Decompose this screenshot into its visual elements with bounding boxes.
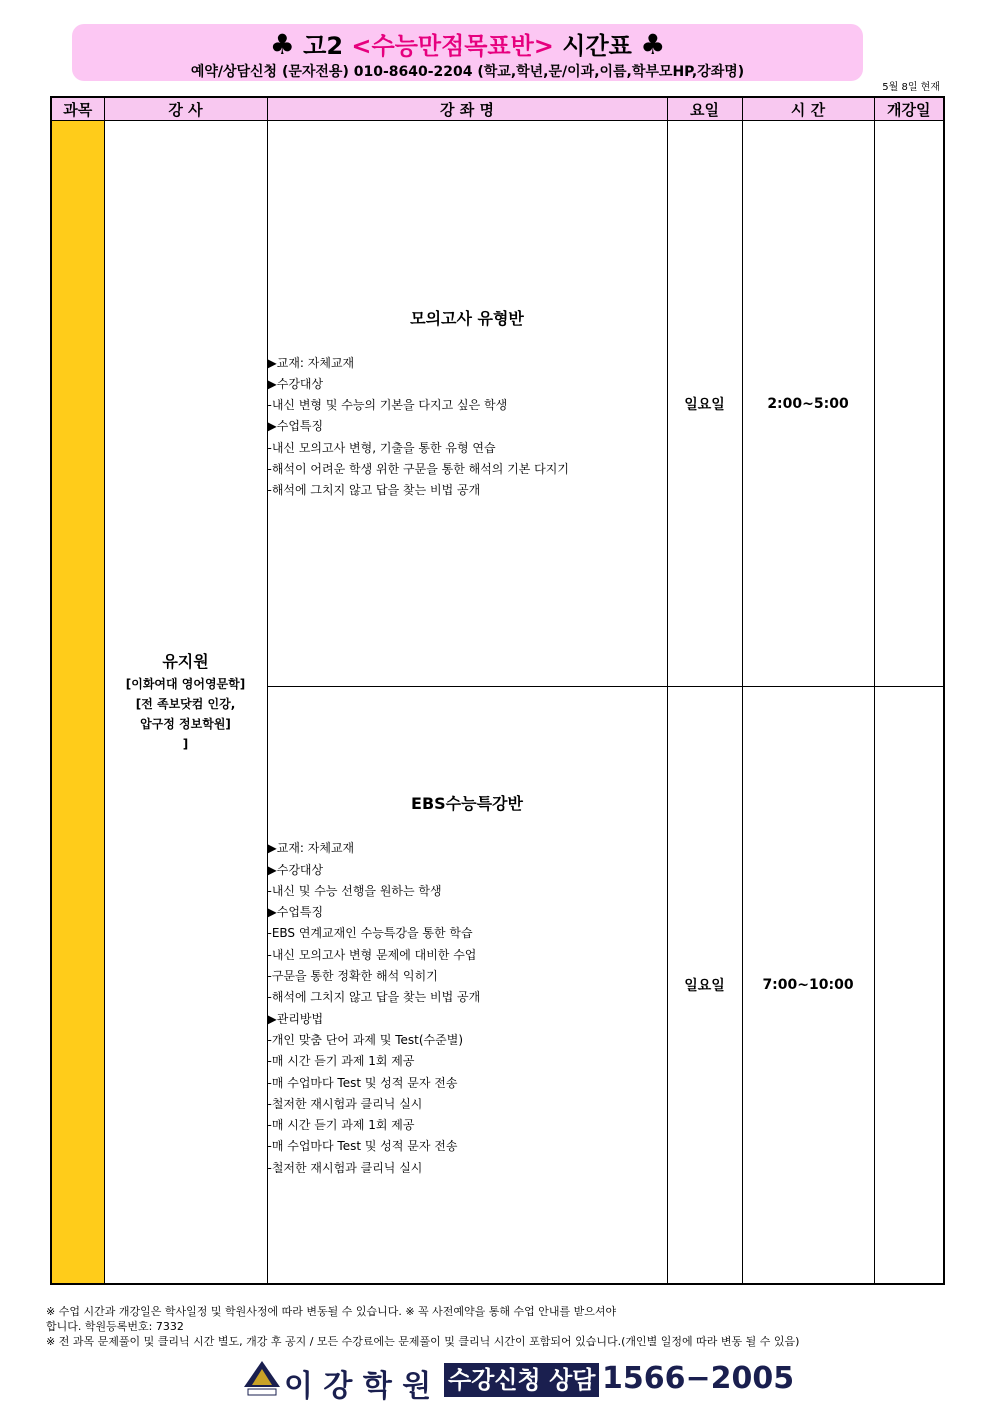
course-description bbox=[268, 838, 667, 1179]
course-line: -내신 모의고사 변형 문제에 대비한 수업 bbox=[267, 947, 477, 962]
subject-cell bbox=[51, 121, 104, 1285]
start-date-cell bbox=[874, 121, 944, 687]
course-line: -개인 맞춤 단어 과제 및 Test(수준별) bbox=[267, 1032, 464, 1047]
course-title: EBS수능특강반 bbox=[411, 794, 523, 814]
academy-logo-icon bbox=[240, 1357, 284, 1397]
course-line: -EBS 연계교재인 수능특강을 통한 학습 bbox=[267, 926, 473, 941]
course-line: ▶수강대상 bbox=[267, 862, 324, 877]
course-line: -매 시간 듣기 과제 1회 제공 bbox=[267, 1054, 415, 1069]
course-line: ▶교재: 자체교재 bbox=[267, 841, 355, 856]
time-cell: 7:00~10:00 bbox=[742, 687, 874, 1284]
teacher-bio-line: 압구정 정보학원] bbox=[140, 717, 231, 731]
footnote-line: ※ 전 과목 문제풀이 및 클리닉 시간 별도, 개강 후 공지 / 모든 수강료에는 문제풀이 및 클리닉 시간이 포함되어 있습니다.(개인별 일정에 따라 변동 될 수 있음) bbox=[46, 1335, 800, 1348]
course-line: -구문을 통한 정확한 해석 익히기 bbox=[267, 969, 438, 984]
title-highlight: <수능만점목표반> bbox=[351, 32, 554, 60]
teacher-bio-line: ] bbox=[182, 737, 189, 751]
header-start: 개강일 bbox=[874, 97, 944, 121]
as-of-date: 5월 8일 현재 bbox=[882, 82, 940, 93]
course-line: ▶관리방법 bbox=[267, 1011, 324, 1026]
course-line: ▶수업특징 bbox=[267, 905, 324, 920]
footnotes bbox=[46, 1304, 799, 1349]
header-time: 시 간 bbox=[742, 97, 874, 121]
footnote-line: ※ 수업 시간과 개강일은 학사일정 및 학원사정에 따라 변동될 수 있습니다. ※ 꼭 사전예약을 통해 수업 안내를 받으셔야 bbox=[46, 1305, 617, 1318]
course-title: 모의고사 유형반 bbox=[410, 308, 524, 328]
course-line: -내신 변형 및 수능의 기본을 다지고 싶은 학생 bbox=[267, 398, 508, 413]
course-cell bbox=[267, 687, 667, 1284]
title-prefix: 고2 bbox=[303, 32, 352, 60]
course-cell bbox=[267, 121, 667, 687]
timetable bbox=[50, 96, 945, 1285]
start-date-cell bbox=[874, 687, 944, 1284]
page-title bbox=[72, 26, 863, 61]
teacher-name: 유지원 bbox=[162, 652, 209, 671]
course-line: -해석에 그치지 않고 답을 찾는 비법 공개 bbox=[267, 990, 481, 1005]
header-row bbox=[51, 97, 944, 121]
footnote-line: 합니다. 학원등록번호: 7332 bbox=[46, 1320, 184, 1333]
header-teacher: 강 사 bbox=[104, 97, 267, 121]
course-line: -내신 및 수능 선행을 원하는 학생 bbox=[267, 883, 442, 898]
day-cell: 일요일 bbox=[667, 687, 742, 1284]
table-row bbox=[51, 121, 944, 687]
teacher-bio-line: [이화여대 영어영문학] bbox=[125, 677, 246, 691]
course-line: -철저한 재시험과 클리닉 실시 bbox=[267, 1160, 423, 1175]
course-line: -매 시간 듣기 과제 1회 제공 bbox=[267, 1118, 415, 1133]
course-line: -해석에 그치지 않고 답을 찾는 비법 공개 bbox=[267, 483, 481, 498]
teacher-bio-line: [전 족보닷컴 인강, bbox=[135, 697, 236, 711]
header-subject: 과목 bbox=[51, 97, 104, 121]
day-cell: 일요일 bbox=[667, 121, 742, 687]
title-banner bbox=[72, 24, 863, 81]
contact-line: 예약/상담신청 (문자전용) 010-8640-2204 (학교,학년,문/이과,이름,학부모HP,강좌명) bbox=[190, 64, 745, 80]
course-line: -매 수업마다 Test 및 성적 문자 전송 bbox=[267, 1075, 458, 1090]
course-line: -매 수업마다 Test 및 성적 문자 전송 bbox=[267, 1139, 458, 1154]
course-line: -내신 모의고사 변형, 기출을 통한 유형 연습 bbox=[267, 440, 496, 455]
course-description bbox=[268, 353, 667, 502]
enrollment-consult-badge: 수강신청 상담 bbox=[444, 1363, 599, 1397]
club-icon: ♣ bbox=[269, 28, 295, 61]
course-line: -해석이 어려운 학생 위한 구문을 통한 해석의 기본 다지기 bbox=[267, 462, 569, 477]
footer bbox=[240, 1355, 795, 1404]
header-day: 요일 bbox=[667, 97, 742, 121]
title-suffix: 시간표 bbox=[553, 32, 641, 60]
club-icon: ♣ bbox=[640, 28, 666, 61]
course-line: -철저한 재시험과 클리닉 실시 bbox=[267, 1096, 423, 1111]
course-line: ▶교재: 자체교재 bbox=[267, 355, 355, 370]
course-line: ▶수강대상 bbox=[267, 376, 324, 391]
course-line: ▶수업특징 bbox=[267, 419, 324, 434]
time-cell: 2:00~5:00 bbox=[742, 121, 874, 687]
teacher-cell bbox=[104, 121, 267, 1285]
header-course: 강 좌 명 bbox=[267, 97, 667, 121]
phone-number: 1566−2005 bbox=[602, 1361, 795, 1396]
academy-name: 이 강 학 원 bbox=[284, 1369, 432, 1404]
